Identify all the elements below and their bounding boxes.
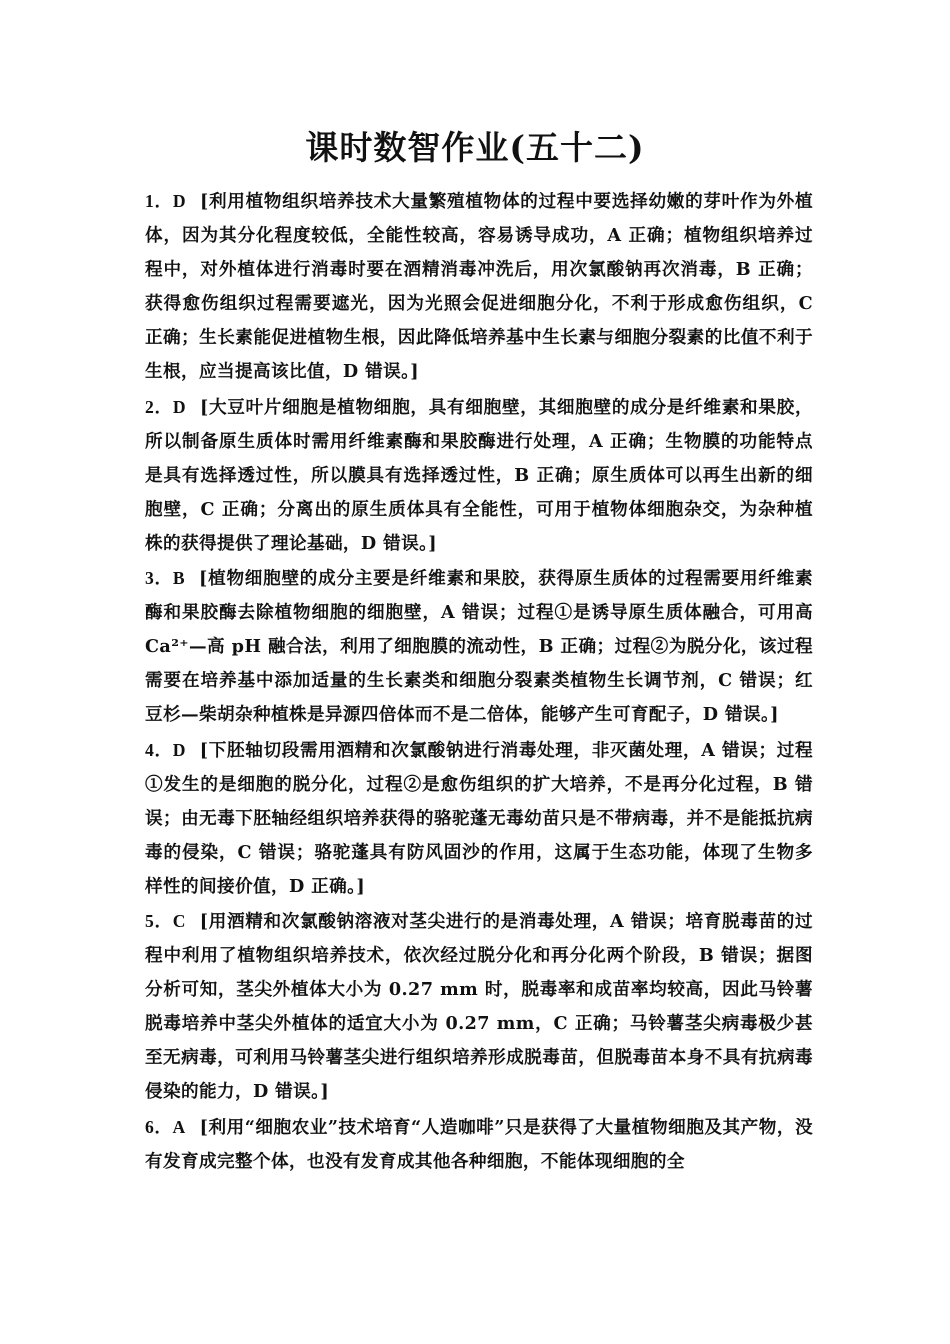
item-answer: C bbox=[172, 910, 186, 931]
page-title: 课时数智作业(五十二) bbox=[305, 128, 645, 167]
item-number: 6． bbox=[145, 1116, 173, 1137]
item-explanation: [大豆叶片细胞是植物细胞，具有细胞壁，其细胞壁的成分是纤维素和果胶，所以制备原生质体时需用纤维素酶和果胶酶进行处理，A 正确；生物膜的功能特点是具有选择透过性，所以膜具有选择透过性，B 正确；原生质体可以再生出新的细胞壁，C 正确；分离出的原生质体具有全能性，可用于植物体细胞杂交，为杂种植株的获得提供了理论基础，D 错误。] bbox=[145, 396, 813, 554]
item-explanation: [下胚轴切段需用酒精和次氯酸钠进行消毒处理，非灭菌处理，A 错误；过程①发生的是细胞的脱分化，过程②是愈伤组织的扩大培养，不是再分化过程，B 错误；由无毒下胚轴经组织培养获得的骆驼蓬无毒幼苗只是不带病毒，并不是能抵抗病毒的侵染，C 错误；骆驼蓬具有防风固沙的作用，这属于生态功能，体现了生物多样性的间接价值，D 正确。] bbox=[145, 739, 813, 897]
item-answer: B bbox=[172, 568, 186, 589]
item-answer: D bbox=[172, 739, 186, 760]
item-explanation: [利用植物组织培养技术大量繁殖植物体的过程中要选择幼嫩的芽叶作为外植体，因为其分化程度较低，全能性较高，容易诱导成功，A 正确；植物组织培养过程中，对外植体进行消毒时要在酒精消毒冲洗后，用次氯酸钠再次消毒，B 正确；获得愈伤组织过程需要遮光，因为光照会促进细胞分化，不利于形成愈伤组织，C 正确；生长素能促进植物生根，因此降低培养基中生长素与细胞分裂素的比值不利于生根，应当提高该比值，D 错误。] bbox=[145, 191, 813, 383]
item-number: 2． bbox=[145, 396, 173, 417]
item-number: 3． bbox=[145, 568, 173, 589]
answer-item-5 bbox=[145, 904, 813, 1110]
item-number: 5． bbox=[145, 910, 173, 931]
answer-item-2 bbox=[145, 390, 813, 561]
answer-item-3 bbox=[145, 561, 813, 732]
item-number: 4． bbox=[145, 739, 173, 760]
item-explanation: [利用“细胞农业”技术培育“人造咖啡”只是获得了大量植物细胞及其产物，没有发育成完整个体，也没有发育成其他各种细胞，不能体现细胞的全 bbox=[145, 1116, 813, 1172]
answer-list bbox=[145, 184, 813, 1179]
item-answer: A bbox=[172, 1116, 186, 1137]
item-explanation: [用酒精和次氯酸钠溶液对茎尖进行的是消毒处理，A 错误；培育脱毒苗的过程中利用了植物组织培养技术，依次经过脱分化和再分化两个阶段，B 错误；据图分析可知，茎尖外植体大小为 0.27 mm 时，脱毒率和成苗率均较高，因此马铃薯脱毒培养中茎尖外植体的适宜大小为 0.27 mm，C 正确；马铃薯茎尖病毒极少甚至无病毒，可利用马铃薯茎尖进行组织培养形成脱毒苗，但脱毒苗本身不具有抗病毒侵染的能力，D 错误。] bbox=[145, 910, 813, 1103]
item-answer: D bbox=[172, 396, 186, 417]
answer-item-4 bbox=[145, 733, 813, 904]
answer-item-6 bbox=[145, 1110, 813, 1179]
item-explanation: [植物细胞壁的成分主要是纤维素和果胶，获得原生质体的过程需要用纤维素酶和果胶酶去除植物细胞的细胞壁，A 错误；过程①是诱导原生质体融合，可用高 Ca²⁺—高 pH 融合法，利用了细胞膜的流动性，B 正确；过程②为脱分化，该过程需要在培养基中添加适量的生长素类和细胞分裂素类植物生长调节剂，C 错误；红豆杉—柴胡杂种植株是异源四倍体而不是二倍体，能够产生可育配子，D 错误。] bbox=[145, 568, 813, 726]
item-answer: D bbox=[172, 191, 186, 211]
item-number: 1． bbox=[145, 191, 173, 211]
answer-item-1 bbox=[145, 184, 813, 390]
